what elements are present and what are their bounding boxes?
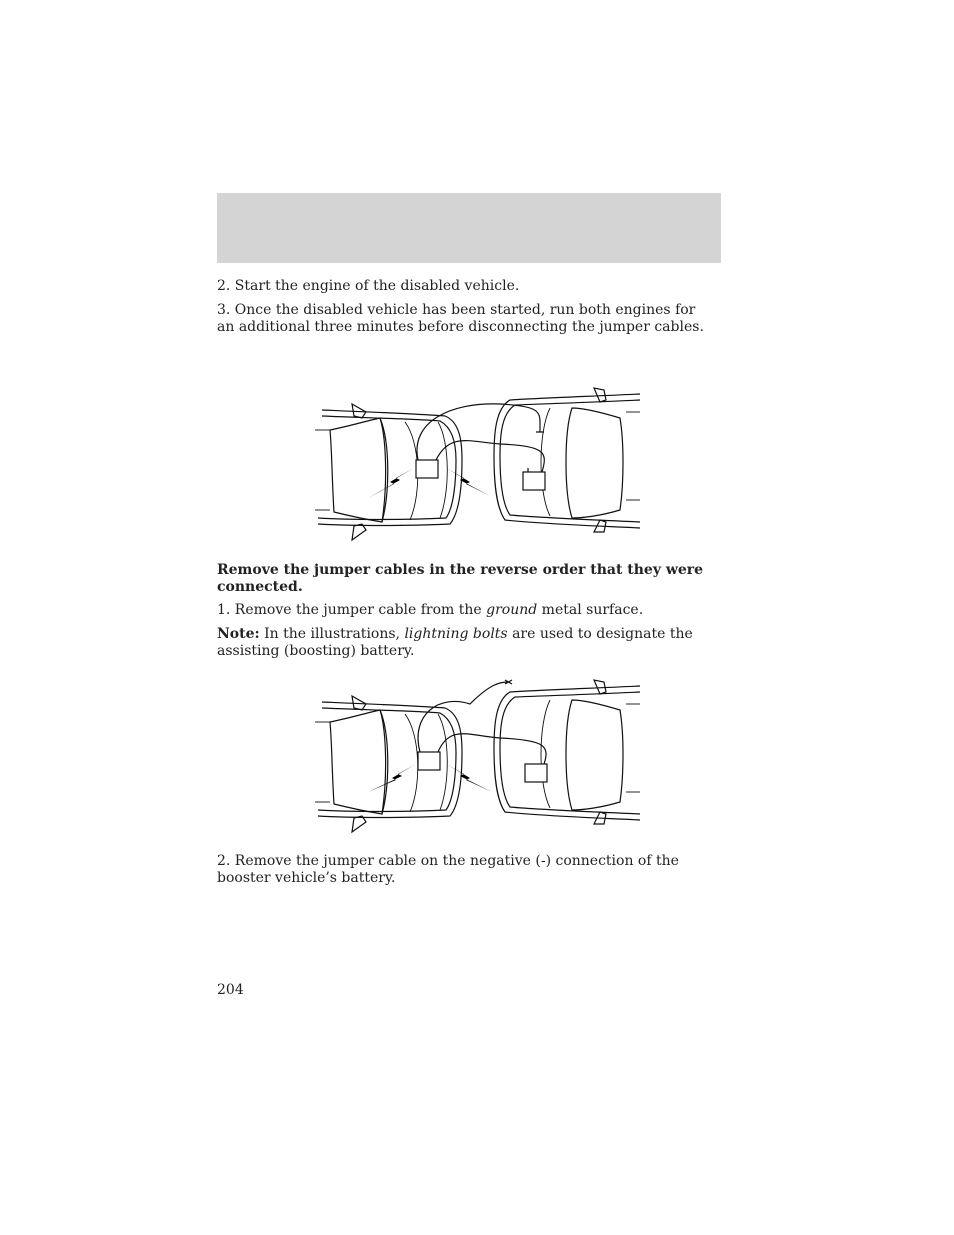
jumper-cables-connected-illustration — [310, 382, 650, 552]
booster-vehicle-right — [494, 680, 640, 824]
lightning-bolt-icon — [368, 468, 414, 498]
note-emphasis: lightning bolts — [404, 626, 508, 642]
booster-battery — [523, 472, 545, 490]
jumper-cable-ground — [417, 404, 540, 460]
remove-step-1-emphasis: ground — [486, 602, 538, 618]
lightning-bolt-icon — [446, 764, 492, 792]
booster-battery — [525, 764, 547, 782]
note-label: Note: — [217, 626, 260, 642]
header-band — [217, 193, 721, 263]
disabled-battery — [416, 460, 438, 478]
remove-step-2: 2. Remove the jumper cable on the negative (-) connection of the booster vehicle’s battery. — [217, 853, 679, 886]
remove-step-1-prefix: 1. Remove the jumper cable from the — [217, 602, 487, 618]
ground-cable-removed-illustration — [310, 674, 650, 839]
note-suffix: are used to designate the assisting (boosting) battery. — [217, 626, 693, 659]
booster-vehicle-right — [494, 388, 640, 532]
remove-step-1 — [217, 602, 717, 619]
step-3-run-engines: 3. Once the disabled vehicle has been started, run both engines for an additional three minutes before disconnecting the jumper cables. — [217, 302, 704, 335]
jumper-cable-positive — [436, 441, 544, 472]
remove-step-1-suffix: metal surface. — [537, 602, 644, 618]
page-number: 204 — [217, 982, 244, 998]
lightning-bolt-icon — [368, 764, 416, 792]
lightning-bolt-icon — [446, 468, 490, 496]
jumper-cable-positive — [438, 734, 546, 764]
note-prefix: In the illustrations, — [259, 626, 405, 642]
remove-cables-heading: Remove the jumper cables in the reverse order that they were connected. — [217, 562, 704, 595]
step-2-start-engine: 2. Start the engine of the disabled vehicle. — [217, 278, 520, 294]
disabled-vehicle-left — [315, 404, 462, 540]
disabled-battery — [418, 752, 440, 770]
note-paragraph — [217, 626, 717, 659]
